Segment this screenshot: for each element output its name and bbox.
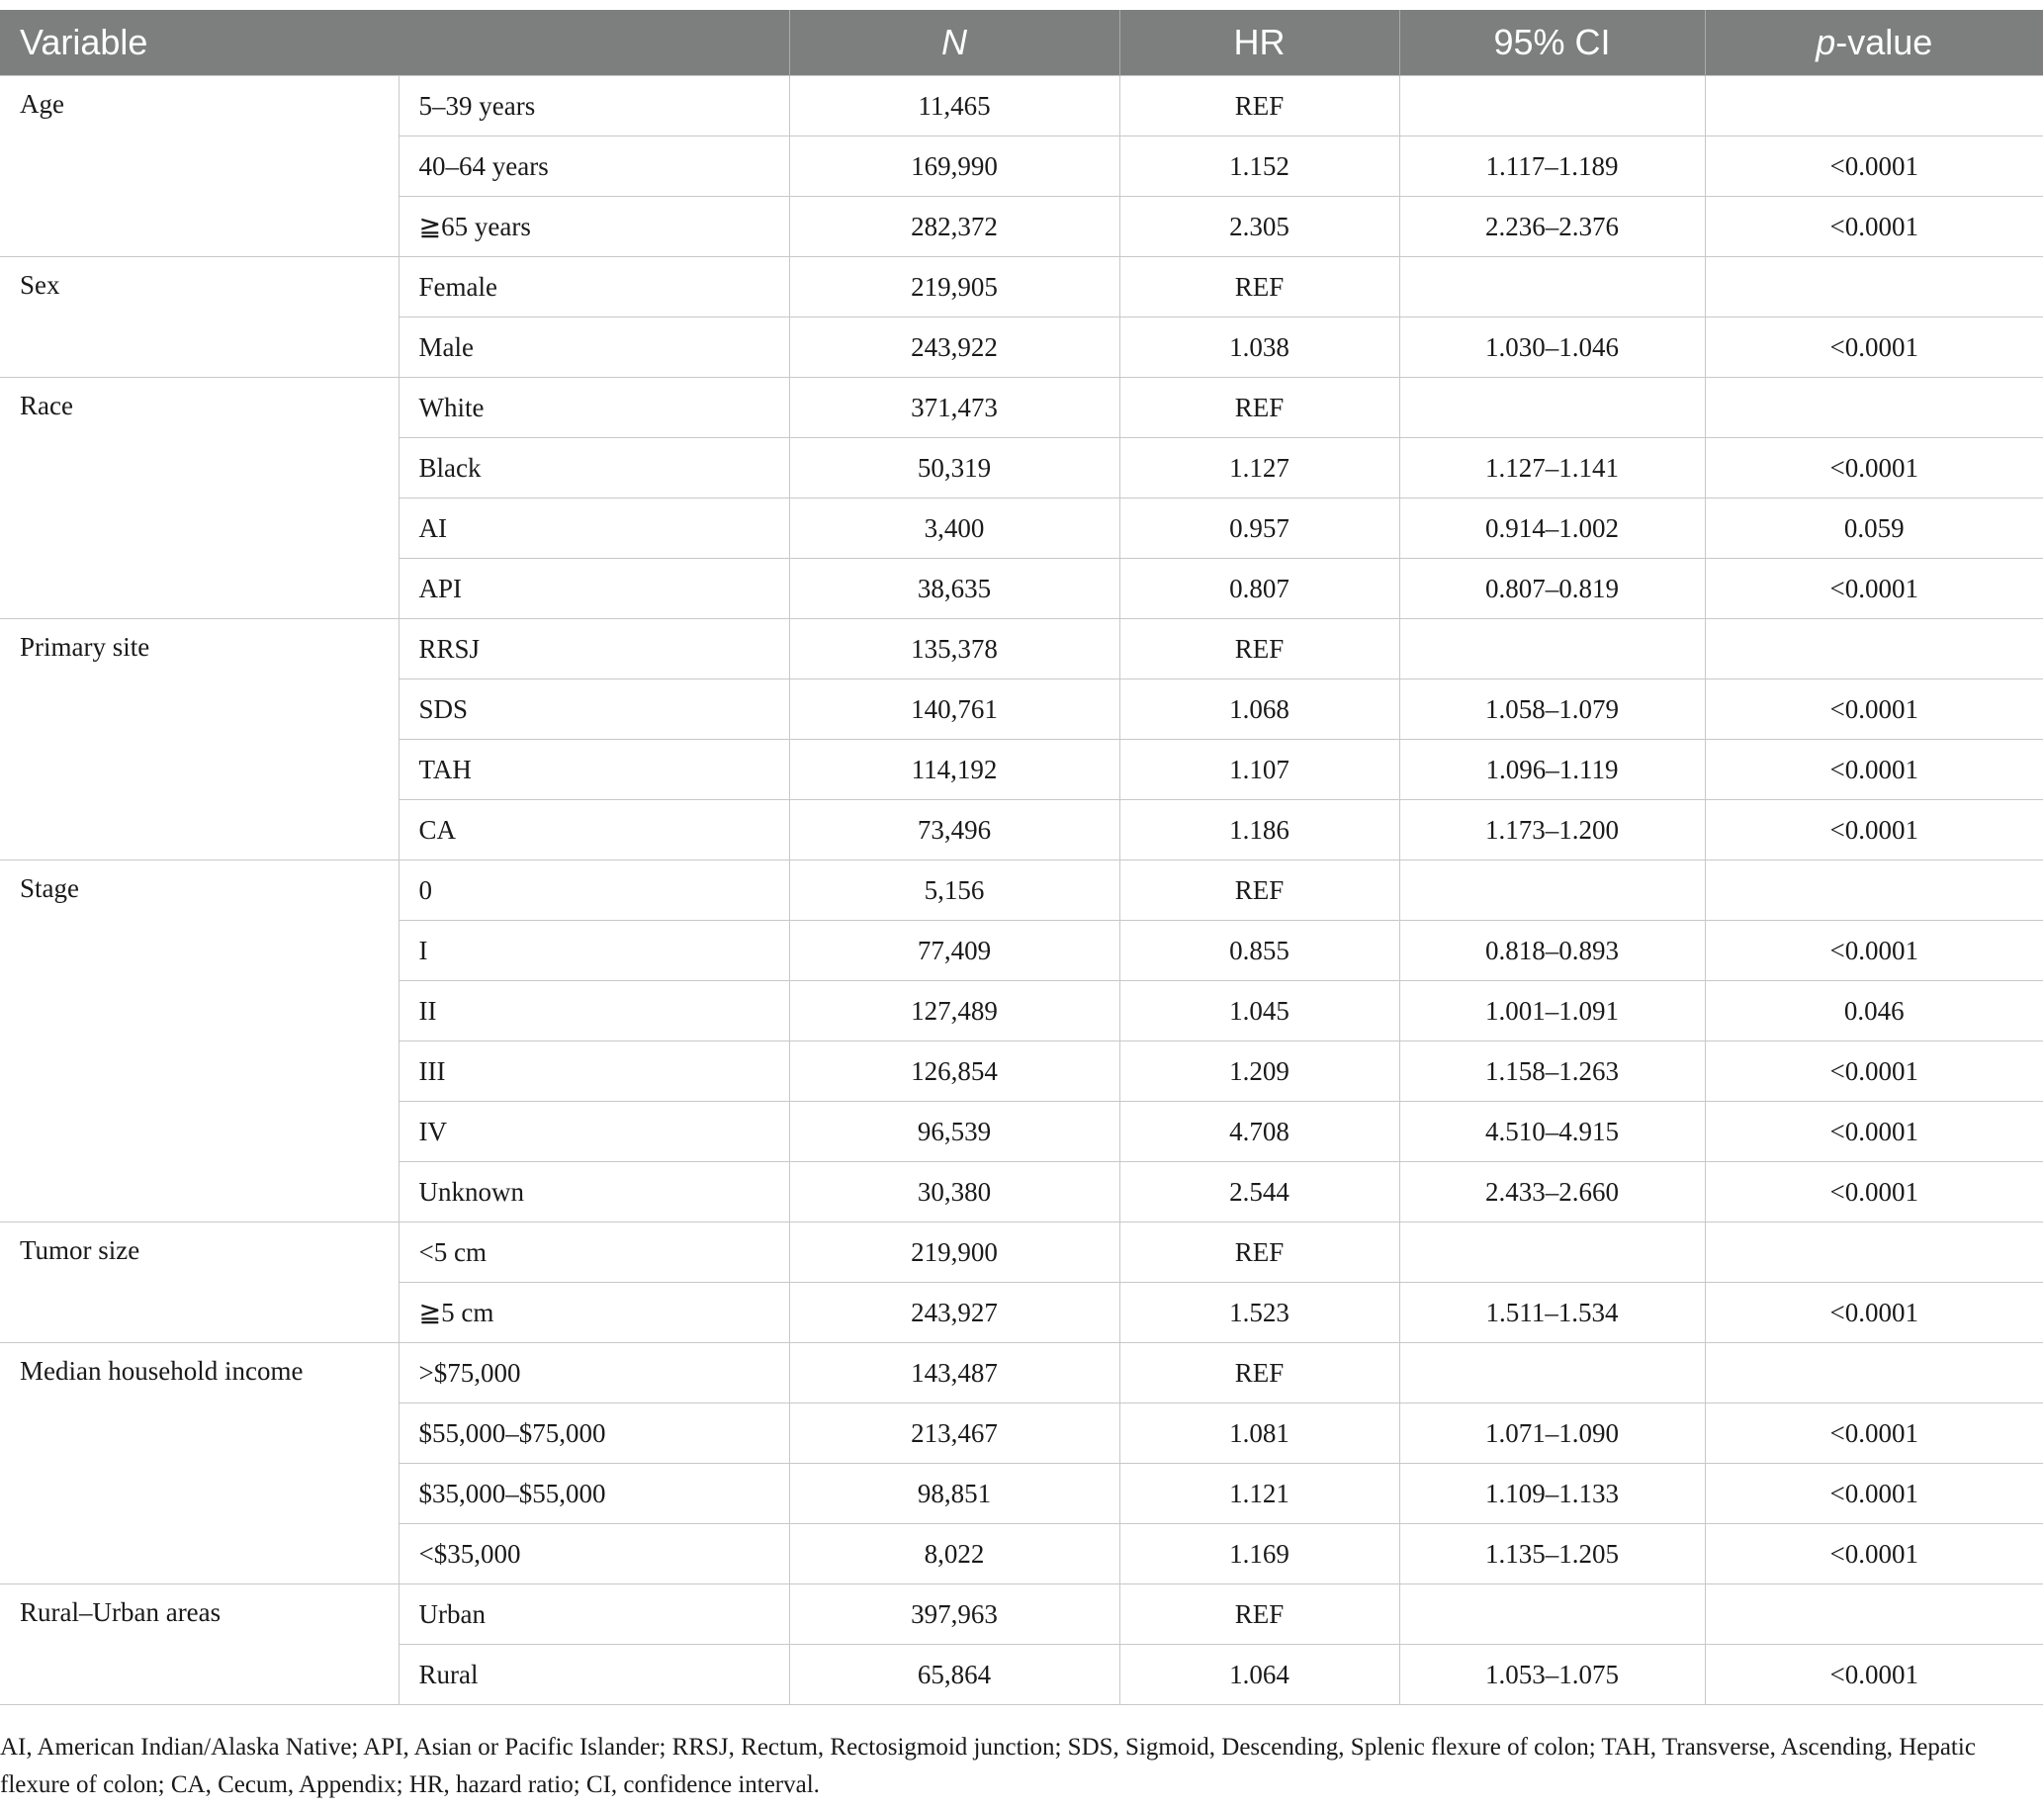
- p-value-cell: 0.059: [1705, 498, 2043, 559]
- n-cell: 30,380: [789, 1162, 1119, 1222]
- n-cell: 98,851: [789, 1464, 1119, 1524]
- n-cell: 143,487: [789, 1343, 1119, 1403]
- p-value-cell: [1705, 76, 2043, 136]
- hr-cell: 1.107: [1119, 740, 1399, 800]
- category-cell: II: [399, 981, 789, 1041]
- table-row: [0, 1343, 2043, 1403]
- table-row: [0, 619, 2043, 679]
- category-cell: 0: [399, 860, 789, 921]
- category-cell: >$75,000: [399, 1343, 789, 1403]
- category-cell: I: [399, 921, 789, 981]
- ci-cell: [1399, 378, 1705, 438]
- p-value-cell: <0.0001: [1705, 1403, 2043, 1464]
- category-cell: $55,000–$75,000: [399, 1403, 789, 1464]
- n-cell: 5,156: [789, 860, 1119, 921]
- p-value-cell: <0.0001: [1705, 1102, 2043, 1162]
- hr-cell: 1.523: [1119, 1283, 1399, 1343]
- table-row: [0, 1584, 2043, 1645]
- category-cell: Rural: [399, 1645, 789, 1705]
- variable-group-label: Race: [0, 378, 399, 619]
- category-cell: White: [399, 378, 789, 438]
- ci-cell: 1.109–1.133: [1399, 1464, 1705, 1524]
- ci-cell: [1399, 76, 1705, 136]
- n-cell: 96,539: [789, 1102, 1119, 1162]
- header-p-italic: p: [1816, 22, 1836, 62]
- category-cell: Urban: [399, 1584, 789, 1645]
- p-value-cell: <0.0001: [1705, 921, 2043, 981]
- p-value-cell: <0.0001: [1705, 1041, 2043, 1102]
- ci-cell: 0.807–0.819: [1399, 559, 1705, 619]
- n-cell: 11,465: [789, 76, 1119, 136]
- n-cell: 219,900: [789, 1222, 1119, 1283]
- ci-cell: 1.001–1.091: [1399, 981, 1705, 1041]
- hr-cell: 0.957: [1119, 498, 1399, 559]
- hr-cell: 0.855: [1119, 921, 1399, 981]
- n-cell: 243,927: [789, 1283, 1119, 1343]
- p-value-cell: <0.0001: [1705, 1283, 2043, 1343]
- header-variable: Variable: [0, 10, 789, 76]
- n-cell: 397,963: [789, 1584, 1119, 1645]
- table-header: [0, 10, 2043, 76]
- ci-cell: [1399, 1584, 1705, 1645]
- n-cell: 114,192: [789, 740, 1119, 800]
- header-n-text: N: [941, 22, 968, 62]
- n-cell: 169,990: [789, 136, 1119, 197]
- category-cell: SDS: [399, 679, 789, 740]
- p-value-cell: [1705, 1222, 2043, 1283]
- header-p-rest: -value: [1835, 22, 1933, 62]
- variable-group-label: Stage: [0, 860, 399, 1222]
- p-value-cell: [1705, 1584, 2043, 1645]
- category-cell: Unknown: [399, 1162, 789, 1222]
- hazard-ratio-table: [0, 10, 2043, 1705]
- ci-cell: [1399, 1343, 1705, 1403]
- hr-cell: REF: [1119, 378, 1399, 438]
- variable-group-label: Sex: [0, 257, 399, 378]
- ci-cell: 1.117–1.189: [1399, 136, 1705, 197]
- category-cell: ≧5 cm: [399, 1283, 789, 1343]
- p-value-cell: [1705, 860, 2043, 921]
- n-cell: 243,922: [789, 317, 1119, 378]
- n-cell: 282,372: [789, 197, 1119, 257]
- variable-group-label: Median household income: [0, 1343, 399, 1584]
- ci-cell: 0.818–0.893: [1399, 921, 1705, 981]
- table-row: [0, 257, 2043, 317]
- n-cell: 140,761: [789, 679, 1119, 740]
- category-cell: Male: [399, 317, 789, 378]
- hr-cell: 1.081: [1119, 1403, 1399, 1464]
- hr-cell: 1.045: [1119, 981, 1399, 1041]
- p-value-cell: <0.0001: [1705, 1464, 2043, 1524]
- hr-cell: REF: [1119, 257, 1399, 317]
- n-cell: 77,409: [789, 921, 1119, 981]
- hr-cell: 1.186: [1119, 800, 1399, 860]
- ci-cell: 1.135–1.205: [1399, 1524, 1705, 1584]
- category-cell: $35,000–$55,000: [399, 1464, 789, 1524]
- n-cell: 73,496: [789, 800, 1119, 860]
- hr-cell: 1.169: [1119, 1524, 1399, 1584]
- ci-cell: 1.058–1.079: [1399, 679, 1705, 740]
- p-value-cell: <0.0001: [1705, 136, 2043, 197]
- ci-cell: 1.173–1.200: [1399, 800, 1705, 860]
- category-cell: CA: [399, 800, 789, 860]
- category-cell: TAH: [399, 740, 789, 800]
- hr-cell: REF: [1119, 1222, 1399, 1283]
- ci-cell: 1.511–1.534: [1399, 1283, 1705, 1343]
- p-value-cell: [1705, 257, 2043, 317]
- n-cell: 126,854: [789, 1041, 1119, 1102]
- hr-cell: REF: [1119, 76, 1399, 136]
- table-footnote: AI, American Indian/Alaska Native; API, Asian or Pacific Islander; RRSJ, Rectum, Rectosigmoid junction; SDS, Sigmoid, Descending, Splenic flexure of colon; TAH, Transverse, Ascending, Hepatic flexure of colon; CA, Cecum, Appendix; HR, hazard ratio; CI, confidence interval.: [0, 1734, 1976, 1798]
- hr-cell: 1.209: [1119, 1041, 1399, 1102]
- category-cell: Female: [399, 257, 789, 317]
- variable-group-label: Primary site: [0, 619, 399, 860]
- hr-cell: REF: [1119, 1343, 1399, 1403]
- p-value-cell: <0.0001: [1705, 1524, 2043, 1584]
- ci-cell: 1.096–1.119: [1399, 740, 1705, 800]
- ci-cell: [1399, 1222, 1705, 1283]
- hr-cell: 2.544: [1119, 1162, 1399, 1222]
- p-value-cell: <0.0001: [1705, 438, 2043, 498]
- n-cell: 8,022: [789, 1524, 1119, 1584]
- header-row: [0, 10, 2043, 76]
- header-ci: 95% CI: [1399, 10, 1705, 76]
- table-body: [0, 76, 2043, 1705]
- p-value-cell: [1705, 619, 2043, 679]
- hr-cell: 2.305: [1119, 197, 1399, 257]
- p-value-cell: 0.046: [1705, 981, 2043, 1041]
- hr-cell: REF: [1119, 1584, 1399, 1645]
- n-cell: 50,319: [789, 438, 1119, 498]
- category-cell: 5–39 years: [399, 76, 789, 136]
- category-cell: <5 cm: [399, 1222, 789, 1283]
- variable-group-label: Tumor size: [0, 1222, 399, 1343]
- p-value-cell: <0.0001: [1705, 679, 2043, 740]
- p-value-cell: <0.0001: [1705, 740, 2043, 800]
- n-cell: 371,473: [789, 378, 1119, 438]
- n-cell: 3,400: [789, 498, 1119, 559]
- category-cell: <$35,000: [399, 1524, 789, 1584]
- ci-cell: 1.071–1.090: [1399, 1403, 1705, 1464]
- ci-cell: 1.053–1.075: [1399, 1645, 1705, 1705]
- p-value-cell: <0.0001: [1705, 317, 2043, 378]
- n-cell: 65,864: [789, 1645, 1119, 1705]
- header-n: [789, 10, 1119, 76]
- ci-cell: 4.510–4.915: [1399, 1102, 1705, 1162]
- table-row: [0, 378, 2043, 438]
- hr-cell: 1.121: [1119, 1464, 1399, 1524]
- ci-cell: [1399, 257, 1705, 317]
- category-cell: API: [399, 559, 789, 619]
- p-value-cell: <0.0001: [1705, 559, 2043, 619]
- category-cell: IV: [399, 1102, 789, 1162]
- category-cell: III: [399, 1041, 789, 1102]
- hr-cell: REF: [1119, 619, 1399, 679]
- n-cell: 213,467: [789, 1403, 1119, 1464]
- category-cell: RRSJ: [399, 619, 789, 679]
- variable-group-label: Age: [0, 76, 399, 257]
- p-value-cell: <0.0001: [1705, 197, 2043, 257]
- ci-cell: 1.158–1.263: [1399, 1041, 1705, 1102]
- header-hr: HR: [1119, 10, 1399, 76]
- ci-cell: [1399, 619, 1705, 679]
- category-cell: 40–64 years: [399, 136, 789, 197]
- hazard-ratio-table-container: [0, 10, 2043, 1705]
- ci-cell: 0.914–1.002: [1399, 498, 1705, 559]
- table-row: [0, 76, 2043, 136]
- hr-cell: 1.152: [1119, 136, 1399, 197]
- table-row: [0, 1222, 2043, 1283]
- p-value-cell: <0.0001: [1705, 1645, 2043, 1705]
- hr-cell: 1.127: [1119, 438, 1399, 498]
- hr-cell: REF: [1119, 860, 1399, 921]
- ci-cell: 2.433–2.660: [1399, 1162, 1705, 1222]
- n-cell: 38,635: [789, 559, 1119, 619]
- table-row: [0, 860, 2043, 921]
- category-cell: Black: [399, 438, 789, 498]
- n-cell: 135,378: [789, 619, 1119, 679]
- hr-cell: 0.807: [1119, 559, 1399, 619]
- ci-cell: 1.030–1.046: [1399, 317, 1705, 378]
- ci-cell: [1399, 860, 1705, 921]
- hr-cell: 1.038: [1119, 317, 1399, 378]
- ci-cell: 2.236–2.376: [1399, 197, 1705, 257]
- category-cell: ≧65 years: [399, 197, 789, 257]
- header-p-value: [1705, 10, 2043, 76]
- hr-cell: 4.708: [1119, 1102, 1399, 1162]
- hr-cell: 1.064: [1119, 1645, 1399, 1705]
- n-cell: 219,905: [789, 257, 1119, 317]
- category-cell: AI: [399, 498, 789, 559]
- n-cell: 127,489: [789, 981, 1119, 1041]
- ci-cell: 1.127–1.141: [1399, 438, 1705, 498]
- p-value-cell: <0.0001: [1705, 1162, 2043, 1222]
- p-value-cell: <0.0001: [1705, 800, 2043, 860]
- variable-group-label: Rural–Urban areas: [0, 1584, 399, 1705]
- p-value-cell: [1705, 1343, 2043, 1403]
- hr-cell: 1.068: [1119, 679, 1399, 740]
- p-value-cell: [1705, 378, 2043, 438]
